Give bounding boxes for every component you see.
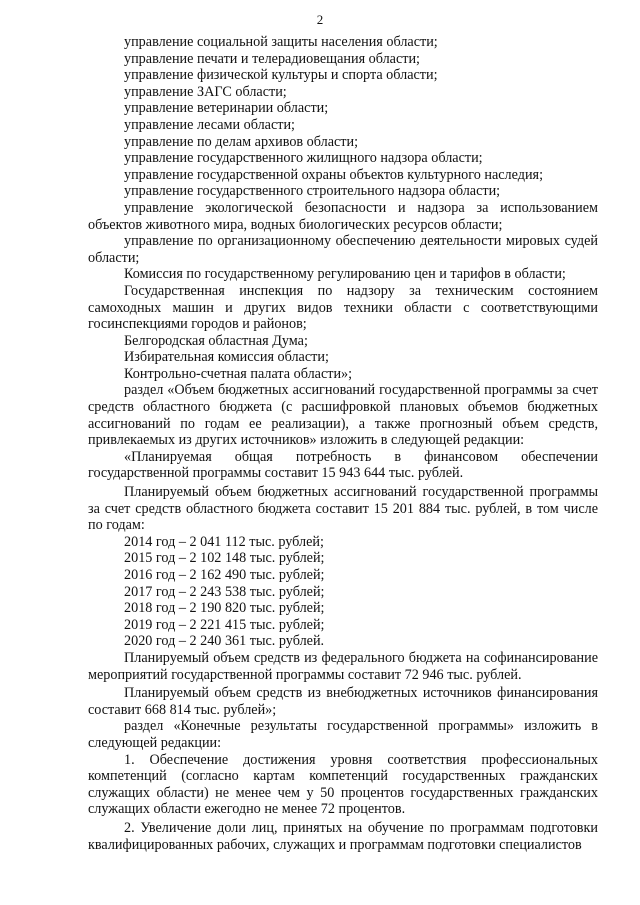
total-need-paragraph: «Планируемая общая потребность в финансовом обеспечении государственной программы составит 15 943 644 тыс. рублей.: [88, 448, 598, 482]
document-body: [88, 34, 598, 853]
list-item: управление социальной защиты населения области;: [124, 34, 438, 50]
list-item: управление по делам архивов области;: [124, 133, 359, 150]
list-item: управление государственной охраны объектов культурного наследия;: [124, 166, 544, 183]
extrabudget-paragraph: Планируемый объем средств из внебюджетных источников финансирования составит 668 814 тыс. рублей»;: [88, 685, 598, 718]
list-item: Государственная инспекция по надзору за техническим состоянием самоходных машин и других видов техники области с соответствующими госинспекциями городов и районов;: [88, 282, 598, 333]
list-item: управление лесами области;: [124, 116, 295, 133]
results-section-intro: раздел «Конечные результаты государственной программы» изложить в следующей редакции:: [88, 718, 598, 751]
organization-list: [88, 34, 598, 382]
year-item: 2014 год – 2 041 112 тыс. рублей;: [124, 533, 324, 550]
result-item-1: 1. Обеспечение достижения уровня соответствия профессиональных компетенций (согласно картам компетенций государственных гражданских служащих области) не менее чем у 50 процентов государственных гражданских служащих области ежегодно не менее 72 процентов.: [88, 751, 598, 818]
list-item: управление печати и телерадиовещания области;: [124, 50, 421, 67]
list-item: управление ветеринарии области;: [124, 100, 329, 117]
result-item-2: 2. Увеличение доли лиц, принятых на обучение по программам подготовки квалифицированных рабочих, служащих и программам подготовки специалистов: [88, 819, 598, 853]
year-item: 2020 год – 2 240 361 тыс. рублей.: [124, 633, 325, 650]
list-item: управление государственного жилищного надзора области;: [124, 150, 483, 167]
list-item: Комиссия по государственному регулированию цен и тарифов в области;: [124, 266, 566, 283]
list-item: управление физической культуры и спорта области;: [124, 67, 438, 84]
year-item: 2015 год – 2 102 148 тыс. рублей;: [124, 550, 325, 567]
list-item: управление государственного строительного надзора области;: [124, 183, 501, 200]
year-item: 2017 год – 2 243 538 тыс. рублей;: [124, 583, 325, 600]
list-item: Контрольно-счетная палата области»;: [124, 365, 353, 382]
list-item: управление ЗАГС области;: [124, 83, 287, 100]
regional-budget-paragraph: Планируемый объем бюджетных ассигнований государственной программы за счет средств областного бюджета составит 15 201 884 тыс. рублей, в том числе по годам:: [88, 484, 598, 534]
list-item: Избирательная комиссия области;: [124, 349, 329, 366]
budget-section-intro: раздел «Объем бюджетных ассигнований государственной программы за счет средств областного бюджета (с расшифровкой плановых объемов бюджетных ассигнований по годам ее реализации), а также прогнозный объем средств, привлекаемых из других источников» изложить в следующей редакции:: [88, 382, 598, 449]
list-item: управление экологической безопасности и надзора за использованием объектов животного мира, водных биологических ресурсов области;: [88, 199, 598, 233]
page-number: 2: [316, 12, 324, 27]
year-item: 2018 год – 2 190 820 тыс. рублей;: [124, 600, 325, 617]
yearly-allocations: [88, 534, 598, 650]
list-item: управление по организационному обеспечению деятельности мировых судей области;: [88, 233, 598, 266]
year-item: 2016 год – 2 162 490 тыс. рублей;: [124, 567, 325, 583]
year-item: 2019 год – 2 221 415 тыс. рублей;: [124, 616, 325, 633]
federal-budget-paragraph: Планируемый объем средств из федерального бюджета на софинансирование мероприятий государственной программы составит 72 946 тыс. рублей.: [88, 649, 598, 683]
list-item: Белгородская областная Дума;: [124, 332, 308, 349]
